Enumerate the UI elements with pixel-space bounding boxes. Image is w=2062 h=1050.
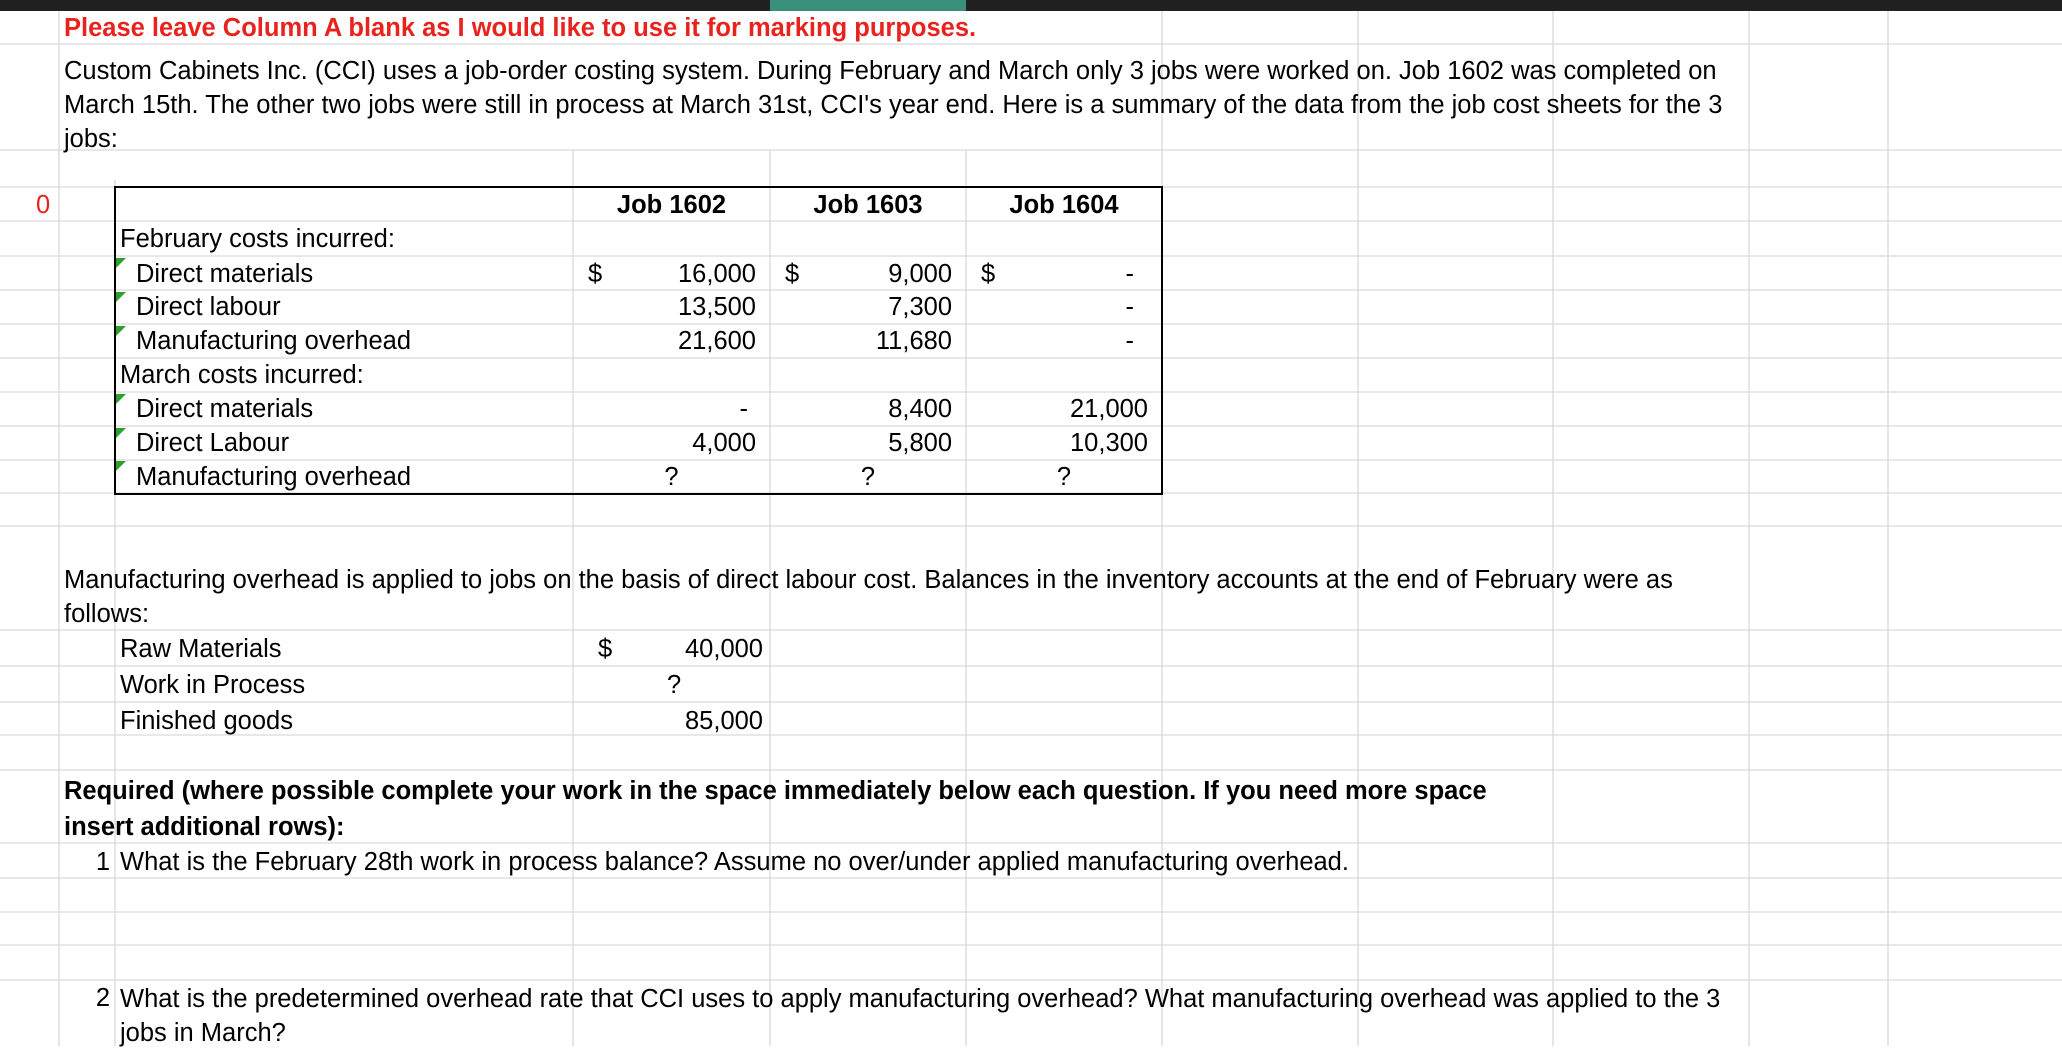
marking-notice[interactable]: Please leave Column A blank as I would like to use it for marking purposes. [64,14,977,42]
error-indicator [116,292,126,302]
top-border [0,0,2062,11]
table-cell[interactable]: 4,000 [692,429,756,457]
currency-symbol: $ [598,635,613,663]
question-2[interactable]: What is the predetermined overhead rate that CCI uses to apply manufacturing overhead? What manufacturing overhead was applied to the 3 jobs in March? [120,985,1721,1047]
table-cell[interactable]: 5,800 [888,429,952,457]
job-1603-header[interactable]: Job 1603 [813,191,923,219]
inventory-value[interactable]: 40,000 [685,635,763,663]
table-cell[interactable]: ? [1056,463,1072,491]
error-indicator [116,394,126,404]
table-cell[interactable]: 11,680 [875,327,952,355]
table-cell[interactable]: 10,300 [1070,429,1148,457]
job-1604-header[interactable]: Job 1604 [1009,191,1119,219]
intro-paragraph[interactable]: Custom Cabinets Inc. (CCI) uses a job-order costing system. During February and March only 3 jobs were worked on. Job 1602 was completed on March 15th. The other two jobs were still in process at March 31st, CCI's year end. Here is a summary of the data from the job cost sheets for the 3 jobs: [64,57,1723,153]
inventory-label[interactable]: Finished goods [120,707,293,735]
row-label[interactable]: Direct materials [136,395,314,423]
question-number: 1 [95,848,110,876]
table-cell[interactable]: 8,400 [888,395,952,423]
error-indicator [116,428,126,438]
currency-symbol: $ [785,260,800,288]
table-cell[interactable]: - [1125,293,1134,321]
mar-costs-label[interactable]: March costs incurred: [120,361,364,389]
table-cell[interactable]: 21,600 [678,327,756,355]
row-label[interactable]: Manufacturing overhead [136,327,412,355]
overhead-note[interactable]: Manufacturing overhead is applied to jobs on the basis of direct labour cost. Balances in the inventory accounts at the end of February were as follows: [64,566,1673,628]
inventory-label[interactable]: Raw Materials [120,635,282,663]
row-label[interactable]: Direct Labour [136,429,290,457]
error-indicator [116,326,126,336]
table-cell[interactable]: - [739,395,748,423]
table-cell[interactable]: 9,000 [888,260,952,288]
row-label[interactable]: Direct materials [136,260,314,288]
row-label[interactable]: Manufacturing overhead [136,463,412,491]
error-indicator [116,258,126,268]
table-cell[interactable]: ? [664,463,679,491]
currency-symbol: $ [981,260,996,288]
feb-costs-label[interactable]: February costs incurred: [120,225,395,253]
selected-column-indicator [770,0,966,11]
inventory-value[interactable]: 85,000 [685,707,763,735]
table-cell[interactable]: 16,000 [678,260,756,288]
required-heading[interactable]: Required (where possible complete your work in the space immediately below each question. If you need more space insert additional rows): [64,777,1487,841]
error-indicator [116,461,126,471]
row-label[interactable]: Direct labour [136,293,281,321]
table-cell[interactable]: 21,000 [1070,395,1148,423]
table-cell[interactable]: 7,300 [888,293,952,321]
question-number: 2 [95,984,110,1012]
question-1[interactable]: What is the February 28th work in process balance? Assume no over/under applied manufacturing overhead. [120,848,1349,876]
inventory-value[interactable]: ? [667,671,682,699]
table-cell[interactable]: ? [860,463,876,491]
inventory-label[interactable]: Work in Process [120,671,306,699]
job-1602-header[interactable]: Job 1602 [616,191,727,219]
table-cell[interactable]: 13,500 [678,293,756,321]
currency-symbol: $ [588,260,603,288]
row-header: 0 [36,191,51,219]
table-cell[interactable]: - [1125,327,1134,355]
table-cell[interactable]: - [1125,260,1134,288]
